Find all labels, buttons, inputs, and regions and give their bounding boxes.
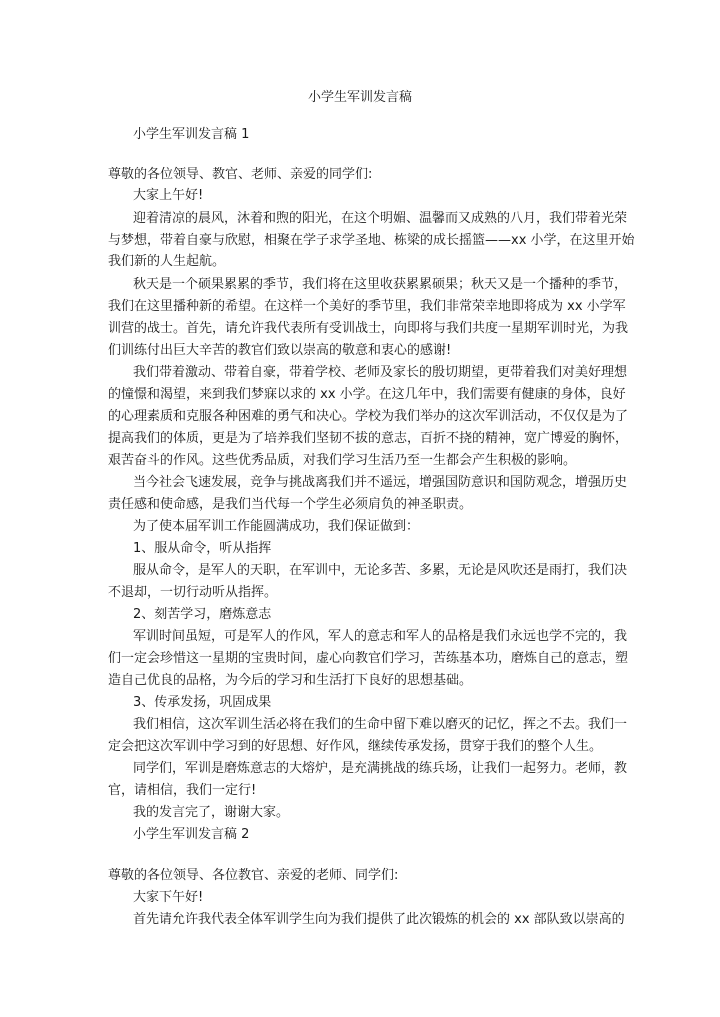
paragraph-line: 我的发言完了，谢谢大家。	[133, 805, 290, 820]
paragraph-line: 的心理素质和克服各种困难的勇气和决心。学校为我们举办的这次军训活动，不仅仅是为了	[108, 409, 629, 424]
paragraph-line: 当今社会飞速发展，竞争与挑战离我们并不遥远，增强国防意识和国防观念，增强历史	[133, 475, 628, 490]
paragraph-line: 提高我们的体质，更是为了培养我们坚韧不拔的意志，百折不挠的精神，宽广博爱的胸怀，	[108, 431, 629, 446]
document-title: 小学生军训发言稿	[307, 90, 412, 105]
speech-2-greeting: 大家下午好!	[133, 890, 204, 905]
paragraph-line: 定会把这次军训中学习到的好思想、好作风，继续传承发扬，贯穿于我们的整个人生。	[108, 739, 603, 754]
paragraph-line: 为了使本届军训工作能圆满成功，我们保证做到：	[133, 519, 420, 534]
paragraph-line: 训营的战士。首先，请允许我代表所有受训战士，向即将与我们共度一星期军训时光，为我	[108, 321, 629, 336]
paragraph-line: 同学们，军训是磨炼意志的大熔炉，是充满挑战的练兵场，让我们一起努力。老师，教	[133, 761, 628, 776]
paragraph-line: 不退却，一切行动听从指挥。	[108, 585, 278, 600]
paragraph-line: 秋天是一个硕果累累的季节，我们将在这里收获累累硕果；秋天又是一个播种的季节，	[133, 277, 628, 292]
paragraph-line: 们一定会珍惜这一星期的宝贵时间，虚心向教官们学习，苦练基本功，磨炼自己的意志，塑	[108, 651, 629, 666]
speech-2-heading: 小学生军训发言稿 2	[133, 827, 250, 842]
speech-1-greeting: 大家上午好!	[133, 188, 204, 203]
paragraph-line: 迎着清凉的晨风，沐着和煦的阳光，在这个明媚、温馨而又成熟的八月，我们带着光荣	[133, 211, 628, 226]
list-item-heading: 2、刻苦学习，磨炼意志	[133, 607, 272, 622]
paragraph-line: 造自己优良的品格，为今后的学习和生活打下良好的思想基础。	[108, 673, 473, 688]
paragraph-line: 官，请相信，我们一定行!	[108, 783, 257, 798]
list-item-heading: 1、服从命令，听从指挥	[133, 541, 272, 556]
paragraph-line: 服从命令，是军人的天职，在军训中，无论多苦、多累，无论是风吹还是雨打，我们决	[133, 563, 628, 578]
speech-1-heading: 小学生军训发言稿 1	[133, 127, 250, 142]
paragraph-line: 们训练付出巨大辛苦的教官们致以崇高的敬意和衷心的感谢!	[108, 343, 452, 358]
paragraph-line: 军训时间虽短，可是军人的作风，军人的意志和军人的品格是我们永远也学不完的，我	[133, 629, 628, 644]
list-item-heading: 3、传承发扬，巩固成果	[133, 695, 272, 710]
paragraph-line: 的憧憬和渴望，来到我们梦寐以求的 xx 小学。在这几年中，我们需要有健康的身体，良好	[108, 387, 626, 402]
paragraph-line: 艰苦奋斗的作风。这些优秀品质，对我们学习生活乃至一生都会产生积极的影响。	[108, 453, 577, 468]
paragraph-line: 首先请允许我代表全体军训学生向为我们提供了此次锻炼的机会的 xx 部队致以崇高的	[133, 912, 625, 927]
paragraph-line: 责任感和使命感，是我们当代每一个学生必须肩负的神圣职责。	[108, 497, 473, 512]
paragraph-line: 我们新的人生起航。	[108, 254, 226, 269]
speech-2-salutation: 尊敬的各位领导、各位教官、亲爱的老师、同学们:	[108, 868, 399, 883]
paragraph-line: 与梦想，带着自豪与欣慰，相聚在学子求学圣地、栋梁的成长摇篮——xx 小学，在这里开始	[108, 233, 635, 248]
paragraph-line: 我们在这里播种新的希望。在这样一个美好的季节里，我们非常荣幸地即将成为 xx 小学军	[108, 299, 626, 314]
speech-1-salutation: 尊敬的各位领导、教官、老师、亲爱的同学们:	[108, 167, 373, 182]
paragraph-line: 我们相信，这次军训生活必将在我们的生命中留下难以磨灭的记忆，挥之不去。我们一	[133, 717, 628, 732]
paragraph-line: 我们带着激动、带着自豪，带着学校、老师及家长的殷切期望，更带着我们对美好理想	[133, 365, 628, 380]
